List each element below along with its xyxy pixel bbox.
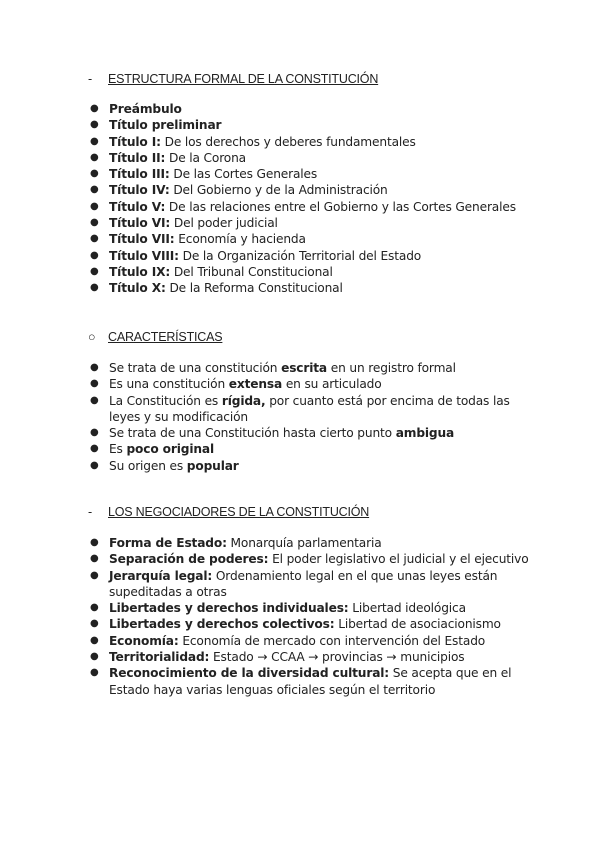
item-label: Reconocimiento de la diversidad cultural:: [109, 666, 390, 681]
item-text: Se trata de una constitución: [109, 361, 282, 375]
item-label: Título V:: [109, 199, 166, 214]
heading-marker: ○: [88, 330, 96, 344]
item-text: en su articulado: [282, 377, 382, 392]
item-text: Se acepta que en el Estado haya varias lenguas oficiales según el territorio: [109, 666, 512, 697]
section-heading-caracteristicas: [88, 330, 222, 344]
heading-marker: -: [88, 505, 92, 519]
item-label: Título IX:: [109, 264, 171, 279]
bullet-icon: ●: [90, 634, 99, 646]
list-item: [90, 633, 530, 649]
bullet-icon: ●: [90, 249, 99, 261]
item-text: Economía de mercado con intervención del Estado: [178, 633, 486, 648]
item-emphasis: extensa: [228, 377, 283, 392]
item-label: Preámbulo: [109, 102, 182, 116]
section-heading-negociadores: [88, 505, 369, 519]
list-item: [90, 150, 530, 166]
list-item: [90, 458, 530, 474]
heading-marker: -: [88, 72, 92, 86]
bullet-icon: ●: [90, 378, 99, 390]
item-label: Título VIII:: [109, 248, 179, 263]
item-label: Economía:: [109, 633, 179, 648]
list-item: [90, 441, 530, 457]
item-text: Monarquía parlamentaria: [226, 536, 382, 550]
bullet-icon: ●: [90, 103, 99, 114]
item-label: Título VII:: [109, 232, 175, 247]
bullet-icon: ●: [90, 184, 99, 196]
bullet-icon: ●: [90, 265, 99, 277]
item-text: Estado → CCAA → provincias → municipios: [209, 650, 465, 665]
list-item: [90, 231, 530, 247]
item-text: La Constitución es: [109, 393, 222, 408]
item-text: Del poder judicial: [170, 216, 278, 231]
item-label: Territorialidad:: [109, 650, 210, 665]
item-label: Forma de Estado:: [109, 536, 227, 550]
bullet-icon: ●: [90, 602, 99, 614]
list-item: [90, 600, 530, 616]
bullet-icon: ●: [90, 233, 99, 245]
item-text: Ordenamiento legal en el que unas leyes están supeditadas a otras: [109, 568, 498, 599]
bullet-icon: ●: [90, 282, 99, 294]
item-emphasis: rígida,: [221, 393, 266, 408]
bullet-icon: ●: [90, 427, 99, 439]
heading-title: ESTRUCTURA FORMAL DE LA CONSTITUCIÓN: [108, 72, 379, 86]
item-text: Es: [109, 442, 127, 457]
item-label: Título VI:: [109, 216, 171, 231]
item-text: De los derechos y deberes fundamentales: [160, 134, 416, 149]
list-item: [90, 264, 530, 280]
item-text: por cuanto está por encima de todas las leyes y su modificación: [109, 393, 510, 424]
list-item: [90, 551, 530, 567]
bullet-icon: ●: [90, 135, 99, 147]
item-text: Libertad ideológica: [348, 601, 466, 616]
item-text: Es una constitución: [109, 377, 229, 392]
item-label: Título X:: [109, 281, 166, 296]
item-label: Separación de poderes:: [109, 552, 269, 567]
bullet-icon: ●: [90, 168, 99, 180]
caracteristicas-list: [90, 360, 530, 474]
item-text: en un registro formal: [327, 361, 456, 375]
bullet-icon: ●: [90, 217, 99, 229]
list-item: [90, 101, 530, 117]
item-label: Título III:: [109, 167, 170, 182]
list-item: [90, 360, 530, 376]
item-emphasis: ambigua: [395, 426, 455, 441]
list-item: [90, 248, 530, 264]
negociadores-list: [90, 535, 530, 698]
bullet-icon: ●: [90, 394, 99, 406]
list-item: [90, 649, 530, 665]
item-text: Del Tribunal Constitucional: [170, 264, 333, 279]
bullet-icon: ●: [90, 553, 99, 565]
item-text: El poder legislativo el judicial y el ejecutivo: [268, 552, 529, 567]
bullet-icon: ●: [90, 651, 99, 663]
item-text: De las Cortes Generales: [169, 167, 318, 182]
list-item: [90, 376, 530, 392]
bullet-icon: ●: [90, 569, 99, 581]
item-text: Su origen es: [109, 458, 187, 473]
estructura-list: [90, 101, 530, 297]
bullet-icon: ●: [90, 443, 99, 455]
item-emphasis: escrita: [281, 361, 328, 375]
bullet-icon: ●: [90, 667, 99, 679]
list-item: [90, 134, 530, 150]
bullet-icon: ●: [90, 537, 99, 548]
bullet-icon: ●: [90, 151, 99, 163]
item-label: Título IV:: [109, 183, 170, 198]
item-label: Título preliminar: [109, 118, 222, 133]
item-text: Economía y hacienda: [174, 232, 306, 247]
bullet-icon: ●: [90, 459, 99, 471]
item-label: Jerarquía legal:: [109, 568, 213, 583]
heading-title: CARACTERÍSTICAS: [108, 330, 223, 344]
list-item: [90, 568, 530, 601]
section-heading-estructura: [88, 72, 378, 86]
item-text: De la Reforma Constitucional: [165, 281, 343, 296]
bullet-icon: ●: [90, 200, 99, 212]
list-item: [90, 166, 530, 182]
list-item: [90, 393, 530, 426]
item-label: Título II:: [109, 150, 166, 165]
item-emphasis: popular: [186, 458, 239, 473]
list-item: [90, 215, 530, 231]
item-emphasis: poco original: [126, 442, 215, 457]
list-item: [90, 199, 530, 215]
list-item: [90, 117, 530, 133]
item-label: Título I:: [109, 134, 161, 149]
item-text: De la Organización Territorial del Estado: [178, 248, 422, 263]
list-item: [90, 665, 530, 698]
bullet-icon: ●: [90, 618, 99, 630]
list-item: [90, 616, 530, 632]
item-text: Libertad de asociacionismo: [334, 617, 501, 632]
heading-title: LOS NEGOCIADORES DE LA CONSTITUCIÓN: [108, 505, 370, 519]
list-item: [90, 535, 530, 551]
list-item: [90, 182, 530, 198]
item-text: De la Corona: [165, 150, 247, 165]
item-text: Se trata de una Constitución hasta cierto punto: [109, 426, 396, 441]
bullet-icon: ●: [90, 362, 99, 373]
bullet-icon: ●: [90, 119, 99, 131]
item-label: Libertades y derechos colectivos:: [109, 617, 335, 632]
item-text: Del Gobierno y de la Administración: [169, 183, 388, 198]
item-label: Libertades y derechos individuales:: [109, 601, 349, 616]
list-item: [90, 280, 530, 296]
list-item: [90, 425, 530, 441]
item-text: De las relaciones entre el Gobierno y las Cortes Generales: [165, 199, 516, 214]
